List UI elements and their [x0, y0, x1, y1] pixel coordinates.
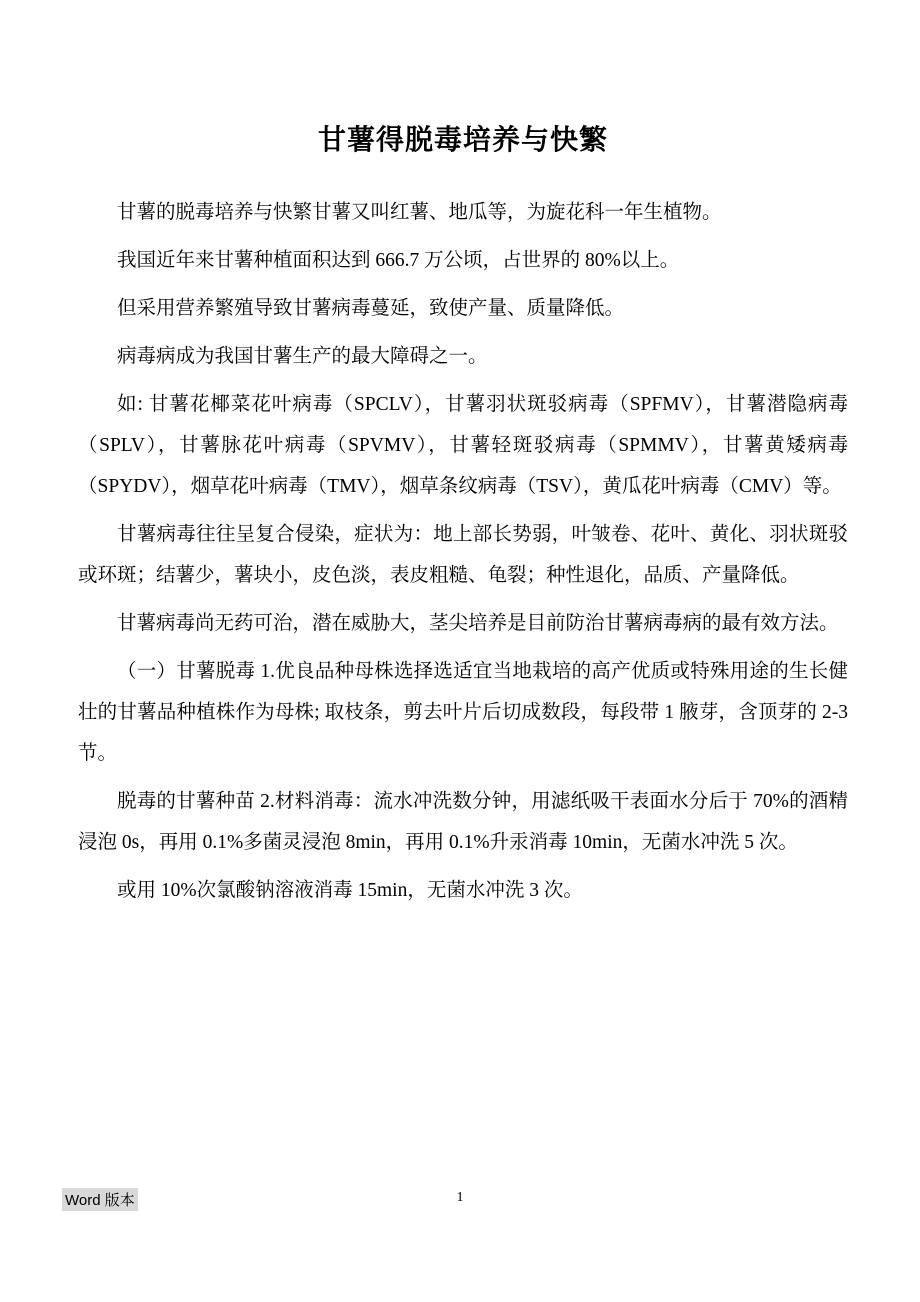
- paragraph: 甘薯的脱毒培养与快繁甘薯又叫红薯、地瓜等，为旋花科一年生植物。: [117, 202, 722, 223]
- paragraph: 或用 10%次氯酸钠溶液消毒 15min，无菌水冲洗 3 次。: [117, 880, 583, 901]
- paragraph: 甘薯病毒往往呈复合侵染，症状为：地上部长势弱，叶皱卷、花叶、黄化、羽状斑驳或环斑；结薯少，薯块小，皮色淡，表皮粗糙、龟裂；种性退化，品质、产量降低。: [78, 524, 848, 586]
- page-title: 甘薯得脱毒培养与快繁: [317, 125, 608, 156]
- footer-watermark: Word 版本: [62, 1188, 138, 1211]
- page-number: 1: [456, 1190, 464, 1205]
- paragraph: 甘薯病毒尚无药可治，潜在威胁大，茎尖培养是目前防治甘薯病毒病的最有效方法。: [117, 613, 839, 634]
- page-footer: [0, 1188, 920, 1214]
- paragraph: 我国近年来甘薯种植面积达到 666.7 万公顷，占世界的 80%以上。: [117, 250, 680, 271]
- paragraph: （一）甘薯脱毒 1.优良品种母株选择选适宜当地栽培的高产优质或特殊用途的生长健壮的甘薯品种植株作为母株; 取枝条，剪去叶片后切成数段，每段带 1 腋芽，含顶芽的 2-3 节。: [78, 661, 848, 764]
- paragraph: 脱毒的甘薯种苗 2.材料消毒：流水冲洗数分钟，用滤纸吸干表面水分后于 70%的酒精浸泡 0s，再用 0.1%多菌灵浸泡 8min，再用 0.1%升汞消毒 10min，无菌水冲洗 5 次。: [78, 791, 848, 853]
- paragraph: 病毒病成为我国甘薯生产的最大障碍之一。: [117, 346, 488, 367]
- paragraph: 但采用营养繁殖导致甘薯病毒蔓延，致使产量、质量降低。: [117, 298, 625, 319]
- paragraph: 如: 甘薯花椰菜花叶病毒（SPCLV），甘薯羽状斑驳病毒（SPFMV），甘薯潜隐病毒（SPLV），甘薯脉花叶病毒（SPVMV），甘薯轻斑驳病毒（SPMMV），甘薯黄矮病毒（SPYDV），烟草花叶病毒（TMV），烟草条纹病毒（TSV），黄瓜花叶病毒（CMV）等。: [78, 394, 848, 497]
- document-body: [78, 118, 848, 918]
